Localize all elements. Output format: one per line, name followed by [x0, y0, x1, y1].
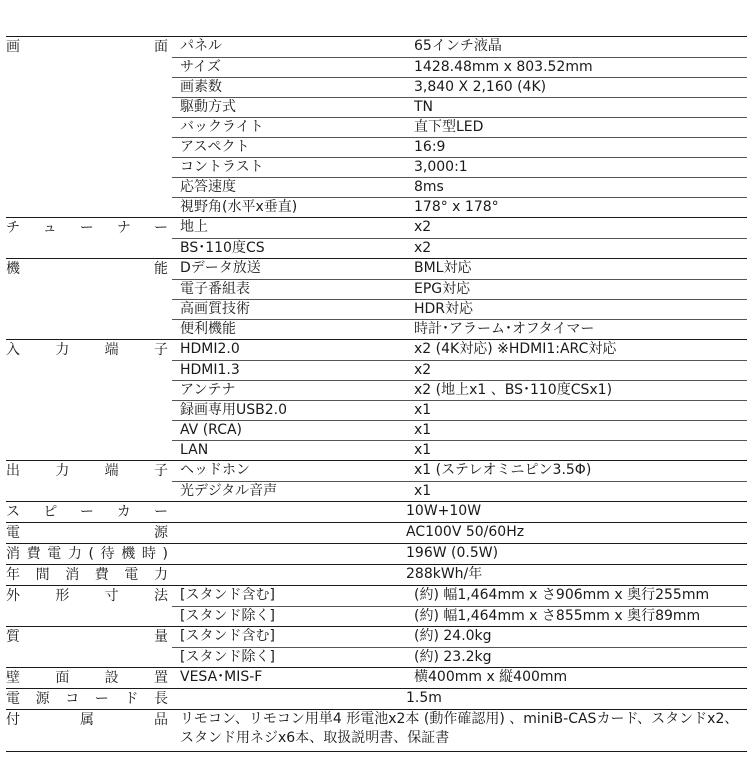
spec-row — [172, 299, 747, 319]
spec-row — [172, 259, 747, 279]
spec-group — [6, 709, 747, 752]
spec-row-value: x2 — [414, 219, 432, 235]
spec-category — [6, 544, 172, 564]
spec-category-label: 出力端子 — [6, 463, 168, 479]
spec-row — [172, 279, 747, 299]
spec-category-label: 入力端子 — [6, 342, 168, 358]
spec-row-label: 地上 — [180, 219, 208, 235]
spec-row-label: Dデータ放送 — [180, 260, 261, 276]
spec-row — [172, 461, 747, 481]
spec-group — [6, 688, 747, 709]
spec-row — [172, 627, 747, 647]
spec-group — [6, 258, 747, 339]
spec-category — [6, 668, 172, 688]
spec-row — [172, 218, 747, 238]
spec-row — [172, 400, 747, 420]
spec-category — [6, 586, 172, 626]
spec-row-value: 196W (0.5W) — [406, 545, 499, 561]
spec-row-label: AV (RCA) — [180, 422, 243, 438]
spec-category-label: 質量 — [6, 629, 168, 645]
spec-row-value: 178° x 178° — [414, 199, 499, 215]
spec-group — [6, 522, 747, 543]
spec-row-value: 横400mm x 縦400mm — [414, 669, 568, 685]
spec-group — [6, 339, 747, 460]
spec-row-value: AC100V 50/60Hz — [406, 524, 525, 540]
spec-row-label: 高画質技術 — [180, 301, 250, 317]
spec-row — [172, 197, 747, 217]
spec-category-label: 外形寸法 — [6, 588, 168, 604]
spec-row — [172, 586, 747, 606]
spec-row-value: EPG対応 — [414, 281, 471, 297]
spec-row-value: x1 — [414, 442, 432, 458]
spec-row — [172, 380, 747, 400]
spec-group — [6, 460, 747, 501]
spec-category — [6, 565, 172, 585]
spec-row — [172, 606, 747, 626]
spec-category-label: 電源コード長 — [6, 691, 168, 707]
spec-category — [6, 218, 172, 258]
spec-row-value: TN — [414, 99, 434, 115]
spec-row-value: x1 (ステレオミニピン3.5Φ) — [414, 462, 592, 478]
spec-table — [6, 36, 747, 752]
spec-row-label: [スタンド含む] — [180, 587, 275, 603]
spec-row-value: x2 (4K対応) ※HDMI1:ARC対応 — [414, 341, 617, 357]
spec-group — [6, 543, 747, 564]
spec-row-value: 10W+10W — [406, 503, 482, 519]
spec-category-label: 電源 — [6, 525, 168, 541]
spec-row-value: HDR対応 — [414, 301, 474, 317]
spec-row-label: LAN — [180, 442, 209, 458]
spec-row-value: 直下型LED — [414, 119, 484, 135]
spec-row-label: 録画専用USB2.0 — [180, 402, 288, 418]
spec-category-label: 消費電力(待機時) — [6, 546, 168, 562]
spec-row — [172, 710, 747, 751]
spec-row-label: 応答速度 — [180, 179, 236, 195]
spec-row-label: 電子番組表 — [180, 281, 250, 297]
spec-category-label: チューナー — [6, 220, 168, 236]
spec-row — [172, 319, 747, 339]
spec-row-label: サイズ — [180, 59, 221, 75]
spec-row-value: リモコン、リモコン用単4 形電池x2本 (動作確認用) 、miniB-CASカード、スタンドx2、スタンド用ネジx6本、取扱説明書、保証書 — [180, 711, 739, 746]
spec-row — [172, 360, 747, 380]
spec-row-value: (約) 幅1,464mm x さ906mm x 奥行255mm — [414, 587, 710, 603]
spec-category — [6, 710, 172, 751]
spec-row-label: 駆動方式 — [180, 99, 236, 115]
spec-row-label: [スタンド除く] — [180, 649, 275, 665]
spec-row — [172, 157, 747, 177]
spec-row-value: x2 — [414, 362, 432, 378]
spec-category — [6, 37, 172, 217]
spec-row-label: VESA･MIS-F — [180, 669, 263, 685]
spec-row — [172, 544, 747, 564]
spec-row-value: x2 — [414, 240, 432, 256]
spec-row-label: [スタンド除く] — [180, 608, 275, 624]
spec-row — [172, 565, 747, 585]
spec-category-label: 機能 — [6, 261, 168, 277]
spec-category-label: 付属品 — [6, 712, 168, 728]
spec-row-value: 3,840 X 2,160 (4K) — [414, 79, 547, 95]
spec-row — [172, 440, 747, 460]
spec-group — [6, 626, 747, 667]
spec-row-value: (約) 幅1,464mm x さ855mm x 奥行89mm — [414, 608, 701, 624]
spec-category — [6, 340, 172, 460]
spec-row — [172, 238, 747, 258]
spec-row — [172, 117, 747, 137]
spec-group — [6, 501, 747, 522]
spec-row-value: x1 — [414, 483, 432, 499]
spec-row-label: 視野角(水平x垂直) — [180, 199, 298, 215]
spec-row-label: パネル — [180, 38, 222, 54]
spec-row-value: 65インチ液晶 — [414, 38, 502, 54]
spec-row — [172, 523, 747, 543]
spec-row-label: BS･110度CS — [180, 240, 265, 256]
spec-category — [6, 259, 172, 339]
spec-row-label: アンテナ — [180, 382, 236, 398]
spec-row — [172, 137, 747, 157]
spec-row-value: 8ms — [414, 179, 444, 195]
spec-row-value: 16:9 — [414, 139, 446, 155]
spec-row-value: x1 — [414, 422, 432, 438]
spec-row-value: x1 — [414, 402, 432, 418]
spec-row — [172, 481, 747, 501]
spec-row-label: [スタンド含む] — [180, 628, 275, 644]
spec-row — [172, 97, 747, 117]
spec-category-label: 画面 — [6, 39, 168, 55]
spec-category-label: 壁面設置 — [6, 670, 168, 686]
spec-category — [6, 689, 172, 709]
spec-row — [172, 57, 747, 77]
spec-category — [6, 461, 172, 501]
spec-row-label: バックライト — [180, 119, 264, 135]
spec-group — [6, 667, 747, 688]
spec-row — [172, 420, 747, 440]
spec-group — [6, 585, 747, 626]
spec-group — [6, 564, 747, 585]
spec-group — [6, 217, 747, 258]
spec-row — [172, 177, 747, 197]
spec-row — [172, 502, 747, 522]
spec-row-value: 1428.48mm x 803.52mm — [414, 59, 593, 75]
spec-row — [172, 647, 747, 667]
spec-row-label: 画素数 — [180, 79, 222, 95]
spec-row-label: 光デジタル音声 — [180, 483, 278, 499]
spec-row-label: 便利機能 — [180, 321, 236, 337]
spec-row — [172, 77, 747, 97]
spec-category — [6, 627, 172, 667]
spec-row-label: アスペクト — [180, 139, 250, 155]
spec-row-label: ヘッドホン — [180, 462, 250, 478]
spec-row-label: HDMI1.3 — [180, 362, 240, 378]
spec-row-value: 288kWh/年 — [406, 566, 483, 582]
spec-category-label: 年間消費電力 — [6, 567, 168, 583]
spec-row-value: x2 (地上x1 、BS･110度CSx1) — [414, 382, 613, 398]
spec-group — [6, 36, 747, 217]
spec-row — [172, 37, 747, 57]
spec-row — [172, 689, 747, 709]
spec-row-label: コントラスト — [180, 159, 264, 175]
spec-row-value: (約) 23.2kg — [414, 649, 492, 665]
spec-category-label: スピーカー — [6, 504, 168, 520]
spec-row-value: BML対応 — [414, 260, 472, 276]
spec-row — [172, 668, 747, 688]
spec-row-value: (約) 24.0kg — [414, 628, 492, 644]
spec-row-value: 1.5m — [406, 690, 442, 706]
spec-row-value: 3,000:1 — [414, 159, 468, 175]
spec-row — [172, 340, 747, 360]
spec-row-label: HDMI2.0 — [180, 341, 240, 357]
spec-row-value: 時計･アラーム･オフタイマー — [414, 321, 595, 337]
spec-category — [6, 523, 172, 543]
spec-category — [6, 502, 172, 522]
